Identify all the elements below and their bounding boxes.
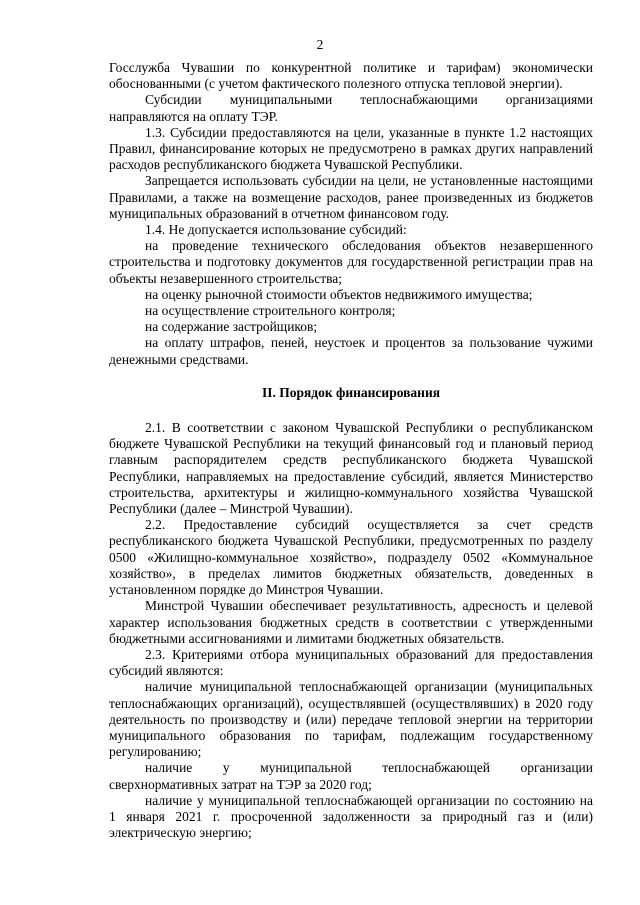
paragraph: 1.4. Не допускается использование субсидий: xyxy=(145,222,407,238)
list-item: на осуществление строительного контроля; xyxy=(145,303,396,319)
paragraph: Субсидии муниципальными теплоснабжающими организациями направляются на оплату ТЭР. xyxy=(109,92,593,124)
list-item: на проведение технического обследования объектов незавершенного строительства и подготовку документов для государственной регистрации прав на объекты незавершенного строительства; xyxy=(109,238,593,286)
paragraph: 2.1. В соответствии с законом Чувашской Республики о республиканском бюджете Чувашской Республики на текущий финансовый год и плановый период главным распорядителем средств республиканского бюджета Чувашской Республики, направляемых на предоставление субсидий, является Министерство строительства, архитектуры и жилищно-коммунального хозяйства Чувашской Республики (далее – Минстрой Чувашии). xyxy=(109,420,593,517)
paragraph: Запрещается использовать субсидии на цели, не установленные настоящими Правилами, а также на возмещение расходов, ранее произведенных из бюджетов муниципальных образований в отчетном финансовом году. xyxy=(109,173,593,221)
list-item: наличие у муниципальной теплоснабжающей организации по состоянию на 1 января 2021 г. просроченной задолженности за природный газ и (или) электрическую энергию; xyxy=(109,792,593,841)
list-item: наличие муниципальной теплоснабжающей организации (муниципальных теплоснабжающих организаций), осуществлявшей (осуществлявших) в 2020 году деятельность по производству и (или) передаче тепловой энергии на территории муниципального образования по тарифам, подлежащим государственному регулированию; xyxy=(109,679,593,760)
paragraph: 2.3. Критериями отбора муниципальных образований для предоставления субсидий являются: xyxy=(109,646,593,679)
list-item: на оплату штрафов, пеней, неустоек и процентов за пользование чужими денежными средствами. xyxy=(109,335,593,367)
paragraph: Минстрой Чувашии обеспечивает результативность, адресность и целевой характер использования бюджетных средств в соответствии с утвержденными бюджетными ассигнованиями и лимитами бюджетных обязательств. xyxy=(109,598,593,646)
list-item: на содержание застройщиков; xyxy=(145,319,318,335)
paragraph: 1.3. Субсидии предоставляются на цели, указанные в пункте 1.2 настоящих Правил, финансирование которых не предусмотрено в рамках других направлений расходов республиканского бюджета Чувашской Республики. xyxy=(109,124,593,173)
paragraph: 2.2. Предоставление субсидий осуществляется за счет средств республиканского бюджета Чувашской Республики, предусмотренных по разделу 0500 «Жилищно-коммунальное хозяйство», подразделу 0502 «Коммунальное хозяйство», в пределах лимитов бюджетных обязательств, доведенных в установленном порядке до Минстроя Чувашии. xyxy=(109,517,593,598)
document-body xyxy=(109,60,593,841)
page-number: 2 xyxy=(316,37,324,52)
list-item: на оценку рыночной стоимости объектов недвижимого имущества; xyxy=(145,286,533,302)
paragraph: Госслужба Чувашии по конкурентной политике и тарифам) экономически обоснованными (с учетом фактического полезного отпуска тепловой энергии). xyxy=(109,60,593,92)
list-item: наличие у муниципальной теплоснабжающей организации сверхнормативных затрат на ТЭР за 2020 год; xyxy=(109,760,593,792)
section-heading: II. Порядок финансирования xyxy=(261,384,441,400)
